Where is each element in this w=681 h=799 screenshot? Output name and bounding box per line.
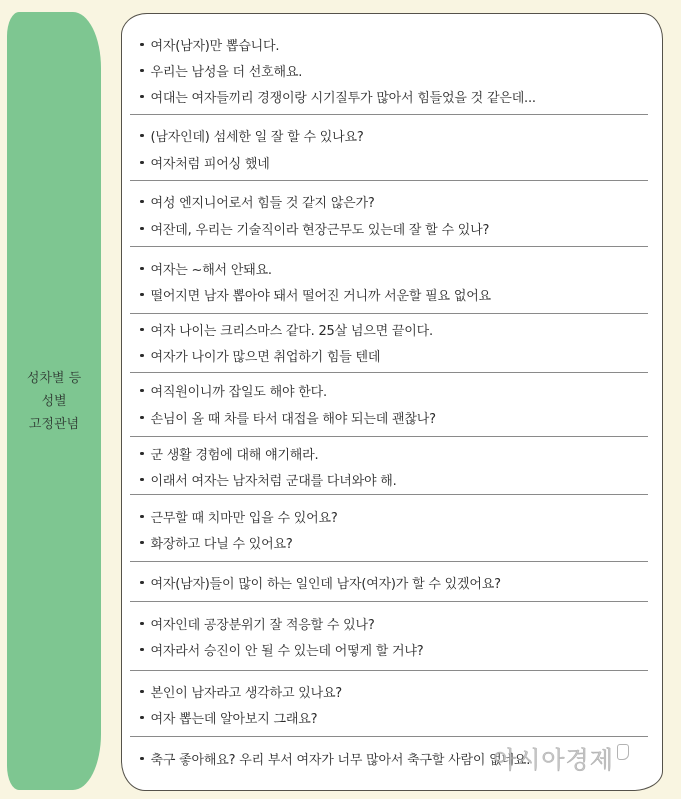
bullet <box>140 389 144 393</box>
divider <box>130 494 648 495</box>
list-item <box>140 285 491 304</box>
list-item <box>140 507 338 526</box>
bullet <box>140 622 144 626</box>
item-text: 여자라서 승진이 안 될 수 있는데 어떻게 할 거냐? <box>150 644 424 659</box>
list-item <box>140 219 489 238</box>
bullet <box>140 69 144 73</box>
list-item <box>140 708 317 727</box>
category-label-line-3: 고정관념 <box>28 416 80 432</box>
watermark-text: 아시아경제 <box>493 746 614 774</box>
bullet <box>140 416 144 420</box>
category-label-line-1: 성차별 등 <box>26 370 82 386</box>
item-text: 이래서 여자는 남자처럼 군대를 다녀와야 해. <box>150 474 397 489</box>
divider <box>130 561 648 562</box>
item-text: (남자인데) 섬세한 일 잘 할 수 있나요? <box>150 130 364 145</box>
list-item <box>140 126 364 145</box>
list-item <box>140 640 423 659</box>
category-label <box>7 12 101 790</box>
bullet <box>140 43 144 47</box>
divider <box>130 736 648 737</box>
list-item <box>140 346 380 365</box>
item-text: 여자 뽑는데 알아보지 그래요? <box>150 712 318 727</box>
item-text: 여자처럼 피어싱 했네 <box>150 157 270 172</box>
bullet <box>140 716 144 720</box>
bullet <box>140 227 144 231</box>
list-item <box>140 381 327 400</box>
item-text: 우리는 남성을 더 선호해요. <box>150 65 303 80</box>
bullet <box>140 757 144 761</box>
item-text: 여자(남자)들이 많이 하는 일인데 남자(여자)가 할 수 있겠어요? <box>150 577 501 592</box>
bullet <box>140 200 144 204</box>
list-item <box>140 533 293 552</box>
bullet <box>140 95 144 99</box>
item-text: 여자는 ~해서 안돼요. <box>150 263 272 278</box>
list-item <box>140 749 530 768</box>
divider <box>130 246 648 247</box>
item-text: 손님이 올 때 차를 타서 대접을 해야 되는데 괜찮나? <box>150 412 436 427</box>
divider <box>130 180 648 181</box>
bullet <box>140 648 144 652</box>
bullet <box>140 478 144 482</box>
divider <box>130 670 648 671</box>
bullet <box>140 267 144 271</box>
divider <box>130 601 648 602</box>
list-item <box>140 682 342 701</box>
list-item <box>140 35 279 54</box>
item-text: 떨어지면 남자 뽑아야 돼서 떨어진 거니까 서운할 필요 없어요 <box>150 289 491 304</box>
bullet <box>140 134 144 138</box>
divider <box>130 436 648 437</box>
watermark-mark-icon <box>617 744 629 760</box>
item-text: 여자인데 공장분위기 잘 적응할 수 있나? <box>150 618 375 633</box>
watermark-logo <box>493 740 629 775</box>
divider <box>130 114 648 115</box>
bullet <box>140 452 144 456</box>
list-item <box>140 61 302 80</box>
bullet <box>140 541 144 545</box>
list-item <box>140 259 272 278</box>
item-text: 화장하고 다닐 수 있어요? <box>150 537 293 552</box>
item-text: 근무할 때 치마만 입을 수 있어요? <box>150 511 338 526</box>
list-item <box>140 614 375 633</box>
list-item <box>140 408 436 427</box>
bullet <box>140 581 144 585</box>
item-text: 여직원이니까 잡일도 해야 한다. <box>150 385 327 400</box>
item-text: 여자(남자)만 뽑습니다. <box>150 39 280 54</box>
category-label-line-2: 성별 <box>41 393 67 409</box>
item-text: 군 생활 경험에 대해 얘기해라. <box>150 448 319 463</box>
list-item <box>140 320 433 339</box>
list-item <box>140 153 270 172</box>
bullet <box>140 515 144 519</box>
item-text: 여성 엔지니어로서 힘들 것 같지 않은가? <box>150 196 375 211</box>
bullet <box>140 161 144 165</box>
bullet <box>140 354 144 358</box>
list-item <box>140 192 375 211</box>
item-text: 여대는 여자들끼리 경쟁이랑 시기질투가 많아서 힘들었을 것 같은데... <box>150 91 536 106</box>
examples-card <box>121 13 663 791</box>
bullet <box>140 690 144 694</box>
divider <box>130 313 648 314</box>
divider <box>130 372 648 373</box>
bullet <box>140 328 144 332</box>
list-item <box>140 444 318 463</box>
bullet <box>140 293 144 297</box>
list-item <box>140 87 536 106</box>
item-text: 여자 나이는 크리스마스 같다. 25살 넘으면 끝이다. <box>150 324 433 339</box>
item-text: 여자가 나이가 많으면 취업하기 힘들 텐데 <box>150 350 381 365</box>
list-item <box>140 573 501 592</box>
item-text: 여잔데, 우리는 기술직이라 현장근무도 있는데 잘 할 수 있나? <box>150 223 490 238</box>
item-text: 축구 좋아해요? 우리 부서 여자가 너무 많아서 축구할 사람이 없네요. <box>150 753 531 768</box>
item-text: 본인이 남자라고 생각하고 있나요? <box>150 686 343 701</box>
list-item <box>140 470 397 489</box>
